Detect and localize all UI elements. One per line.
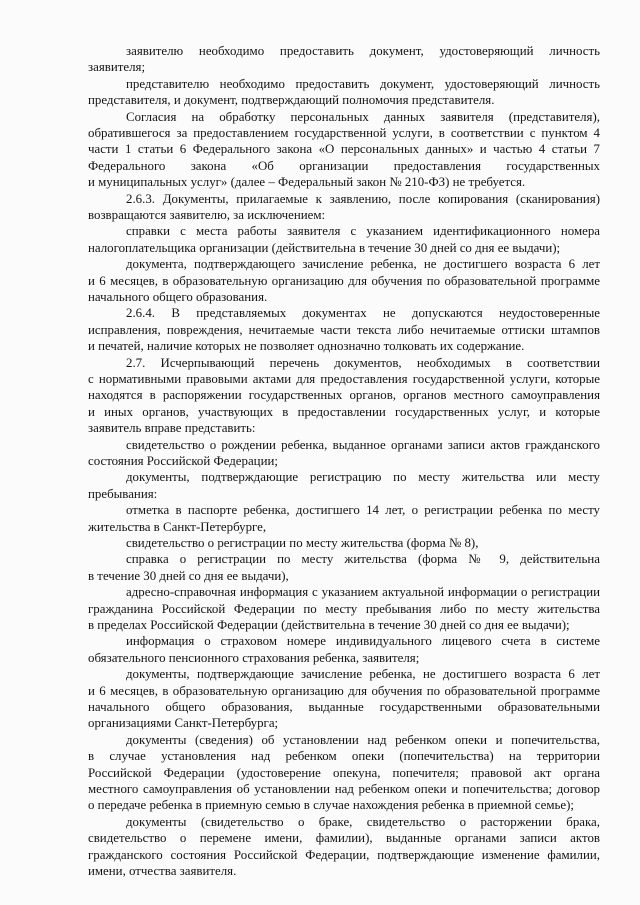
text-line: документа, подтверждающего зачисление ребенка, не достигшего возраста 6 лет bbox=[126, 257, 600, 272]
text-line: начального общего образования, выданные государственными образовательными bbox=[88, 700, 600, 714]
text-line: 2.6.4. В представляемых документах не допускаются неудостоверенные bbox=[126, 306, 600, 321]
text-line: части 1 статьи 6 Федерального закона «О персональных данных» и частью 4 статьи 7 bbox=[88, 142, 600, 157]
text-line: справки с места работы заявителя с указанием идентификационного номера bbox=[126, 224, 600, 239]
text-line: имени, отчества заявителя. bbox=[88, 864, 237, 878]
text-line: гражданина Российской Федерации по месту пребывания либо по месту жительства bbox=[88, 601, 600, 616]
text-line: о передаче ребенка в приемную семью в случае нахождения ребенка в приемной семье); bbox=[88, 798, 574, 813]
text-line: свидетельство о перемене имени, фамилии), выданные органами записи актов bbox=[88, 831, 600, 846]
text-line: обязательного пенсионного страхования ребенка, заявителя; bbox=[88, 650, 420, 665]
text-line: и печатей, наличие которых не позволяет однозначно толковать их содержание. bbox=[88, 339, 525, 354]
text-line: заявитель вправе представить: bbox=[88, 421, 256, 436]
text-line: заявителю необходимо предоставить документ, удостоверяющий личность bbox=[126, 44, 600, 58]
text-line: отметка в паспорте ребенка, достигшего 14 лет, о регистрации ребенка по месту bbox=[126, 503, 600, 518]
text-line: представителю необходимо предоставить документ, удостоверяющий личность bbox=[126, 76, 600, 91]
text-line: исправления, повреждения, нечитаемые части текста либо нечитаемые оттиски штампов bbox=[88, 322, 600, 337]
text-line: возвращаются заявителю, за исключением: bbox=[88, 208, 326, 222]
text-line: состояния Российской Федерации; bbox=[88, 454, 278, 468]
text-line: и муниципальных услуг» (далее – Федеральный закон № 210-ФЗ) не требуется. bbox=[88, 175, 526, 190]
text-line: документы, подтверждающие зачисление ребенка, не достигшего возраста 6 лет bbox=[126, 667, 600, 682]
text-line: находятся в распоряжении государственных органов, органов местного самоуправления bbox=[88, 388, 600, 403]
text-line: в случае установления над ребенком опеки (попечительства) на территории bbox=[88, 749, 600, 764]
text-line: и 6 месяцев, в образовательную организацию для обучения по образовательной программе bbox=[88, 683, 600, 698]
text-line: налогоплательщика организации (действительна в течение 30 дней со дня ее выдачи); bbox=[88, 240, 561, 255]
text-line: в пределах Российской Федерации (действительна в течение 30 дней со дня ее выдачи); bbox=[88, 618, 570, 632]
text-line: 2.7. Исчерпывающий перечень документов, необходимых в соответствии bbox=[126, 355, 600, 370]
text-line: начального общего образования. bbox=[88, 290, 268, 304]
text-line: Федерального закона «Об организации предоставления государственных bbox=[88, 158, 600, 173]
text-line: обратившегося за предоставлением государственной услуги, в соответствии с пунктом 4 bbox=[88, 126, 600, 140]
text-line: в течение 30 дней со дня ее выдачи), bbox=[88, 568, 289, 583]
text-line: Согласия на обработку персональных данных заявителя (представителя), bbox=[126, 109, 600, 124]
text-line: документы (сведения) об установлении над ребенком опеки и попечительства, bbox=[126, 732, 600, 747]
text-line: документы (свидетельство о браке, свидетельство о расторжении брака, bbox=[126, 814, 600, 829]
text-line: информация о страховом номере индивидуального лицевого счета в системе bbox=[126, 634, 600, 649]
text-line: жительства в Санкт-Петербурге, bbox=[88, 519, 267, 534]
text-line: свидетельство о рождении ребенка, выданное органами записи актов гражданского bbox=[126, 437, 600, 452]
text-line: адресно-справочная информация с указанием актуальной информации о регистрации bbox=[126, 585, 600, 600]
text-line: свидетельство о регистрации по месту жительства (форма № 8), bbox=[126, 536, 479, 550]
text-line: 2.6.3. Документы, прилагаемые к заявлению, после копирования (сканирования) bbox=[126, 191, 600, 206]
text-line: и иных органов, участвующих в предоставлении государственных услуг, и которые bbox=[88, 404, 600, 419]
text-line: организациями Санкт-Петербурга; bbox=[88, 716, 279, 731]
text-line: документы, подтверждающие регистрацию по месту жительства или месту bbox=[126, 470, 600, 485]
text-line: и 6 месяцев, в образовательную организацию для обучения по образовательной программе bbox=[88, 273, 600, 288]
text-line: с нормативными правовыми актами для предоставления государственной услуги, которые bbox=[88, 372, 600, 386]
text-line: Российской Федерации (удостоверение опекуна, попечителя; правовой акт органа bbox=[88, 765, 600, 780]
text-line: справка о регистрации по месту жительства (форма № 9, действительна bbox=[126, 552, 600, 567]
text-line: гражданского состояния Российской Федерации, подтверждающие изменение фамилии, bbox=[88, 847, 600, 862]
text-line: пребывания: bbox=[88, 486, 158, 501]
text-line: местного самоуправления об установлении над ребенком опеки и попечительства; договор bbox=[88, 782, 600, 796]
text-line: представителя, и документ, подтверждающий полномочия представителя. bbox=[88, 93, 495, 108]
text-line: заявителя; bbox=[88, 60, 146, 75]
